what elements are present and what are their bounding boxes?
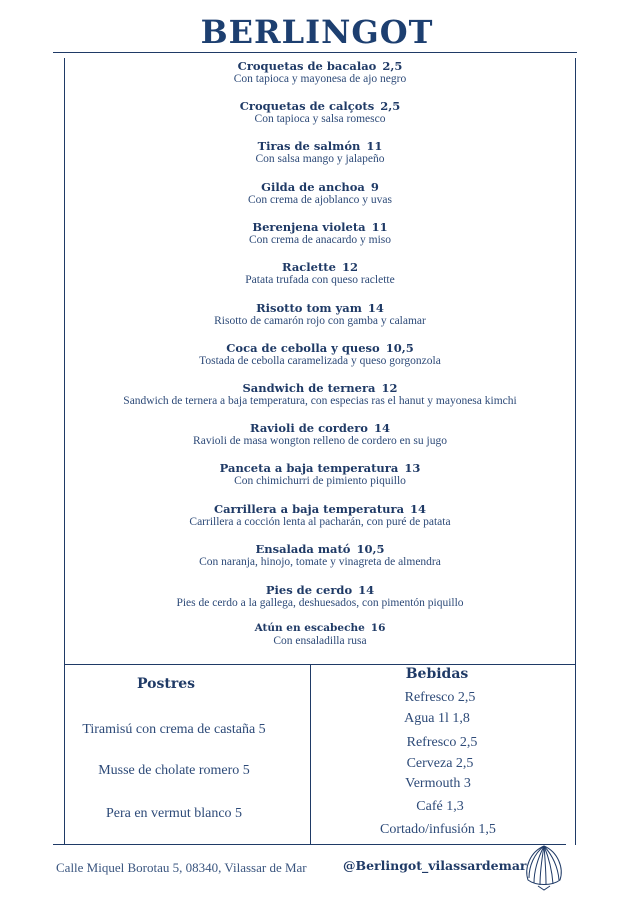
dessert-item: Musse de cholate romero 5 (98, 763, 250, 778)
dish-description: Con crema de ajoblanco y uvas (247, 194, 393, 206)
dish-name: Coca de cebolla y queso (226, 341, 380, 355)
top-divider (53, 52, 577, 53)
dish-description: Con tapioca y mayonesa de ajo negro (233, 73, 407, 85)
dish-name: Croquetas de calçots (239, 99, 375, 113)
dish-name: Berenjena violeta (252, 220, 366, 234)
postres-heading: Postres (136, 676, 195, 692)
dish-price: 10,5 (356, 542, 385, 556)
drink-item: Refresco 2,5 (404, 690, 476, 705)
dessert-item: Pera en vermut blanco 5 (105, 806, 243, 821)
section-divider (64, 664, 576, 665)
dish-item (64, 542, 576, 569)
drink-item: Cerveza 2,5 (406, 756, 474, 771)
menu-border-right (575, 58, 576, 845)
dish-name: Ensalada mató (255, 542, 351, 556)
dish-name: Carrillera a baja temperatura (213, 502, 405, 516)
dish-description: Ravioli de masa wongton relleno de cordero en su jugo (193, 435, 447, 447)
dish-price: 12 (381, 381, 398, 395)
dish-price: 13 (404, 461, 421, 475)
dish-price: 14 (410, 502, 427, 516)
dish-item (64, 99, 576, 126)
dish-item (64, 502, 576, 529)
dish-item (64, 59, 576, 86)
dish-name: Ravioli de cordero (250, 421, 368, 435)
dish-description: Con naranja, hinojo, tomate y vinagreta de almendra (199, 556, 441, 568)
dish-name: Gilda de anchoa (261, 180, 365, 194)
address-text: Calle Miquel Borotau 5, 08340, Vilassar de Mar (56, 860, 307, 875)
dish-description: Pies de cerdo a la gallega, deshuesados, con pimentón piquillo (176, 597, 464, 609)
dish-description: Tostada de cebolla caramelizada y queso gorgonzola (199, 355, 441, 367)
dish-price: 12 (341, 260, 358, 274)
dish-item (64, 260, 576, 287)
drink-item: Agua 1l 1,8 (404, 711, 470, 726)
dish-description: Patata trufada con queso raclette (245, 274, 395, 286)
dish-item (64, 583, 576, 610)
dish-description: Con tapioca y salsa romesco (254, 113, 386, 125)
drink-item: Café 1,3 (416, 799, 464, 814)
dish-description: Sandwich de ternera a baja temperatura, con especias ras el hanut y mayonesa kimchi (123, 395, 517, 407)
dish-price: 16 (370, 622, 386, 634)
dish-item (64, 381, 576, 408)
dish-price: 11 (366, 139, 383, 153)
dish-name: Atún en escabeche (254, 622, 365, 634)
dish-description: Con ensaladilla rusa (273, 635, 367, 647)
dessert-item: Tiramisú con crema de castaña 5 (82, 722, 266, 737)
dish-description: Carrillera a cocción lenta al pacharán, con puré de patata (189, 516, 451, 528)
dish-name: Panceta a baja temperatura (219, 461, 399, 475)
dish-description: Con chimichurri de pimiento piquillo (234, 475, 406, 487)
dish-price: 14 (367, 301, 384, 315)
dish-description: Risotto de camarón rojo con gamba y calamar (214, 315, 426, 327)
dish-price: 14 (373, 421, 390, 435)
dish-name: Pies de cerdo (265, 583, 353, 597)
dish-name: Raclette (282, 260, 336, 274)
drink-item: Vermouth 3 (405, 776, 471, 791)
dish-item (64, 421, 576, 448)
dish-item (64, 341, 576, 368)
dish-price: 11 (371, 220, 388, 234)
dish-item (64, 461, 576, 488)
dish-name: Risotto tom yam (256, 301, 362, 315)
menu-border-left (64, 58, 65, 845)
dish-item (64, 139, 576, 166)
drink-item: Refresco 2,5 (406, 735, 478, 750)
drink-item: Cortado/infusión 1,5 (380, 822, 496, 837)
dish-price: 2,5 (380, 99, 401, 113)
dish-name: Sandwich de ternera (242, 381, 376, 395)
bebidas-heading: Bebidas (405, 666, 469, 682)
dish-description: Con crema de anacardo y miso (248, 234, 392, 246)
social-handle-link[interactable]: @Berlingot_vilassardemar (343, 858, 527, 873)
dish-item (64, 301, 576, 328)
dish-description: Con salsa mango y jalapeño (255, 153, 385, 165)
dish-name: Croquetas de bacalao (237, 59, 377, 73)
dish-price: 2,5 (382, 59, 403, 73)
dish-item (64, 621, 576, 648)
dish-name: Tiras de salmón (257, 139, 361, 153)
dish-price: 14 (358, 583, 375, 597)
dish-item (64, 220, 576, 247)
dish-price: 10,5 (385, 341, 414, 355)
dish-price: 9 (370, 180, 379, 194)
shell-icon (520, 842, 568, 892)
restaurant-title: BERLINGOT (200, 13, 434, 51)
dish-item (64, 180, 576, 207)
bottom-divider (53, 844, 566, 845)
